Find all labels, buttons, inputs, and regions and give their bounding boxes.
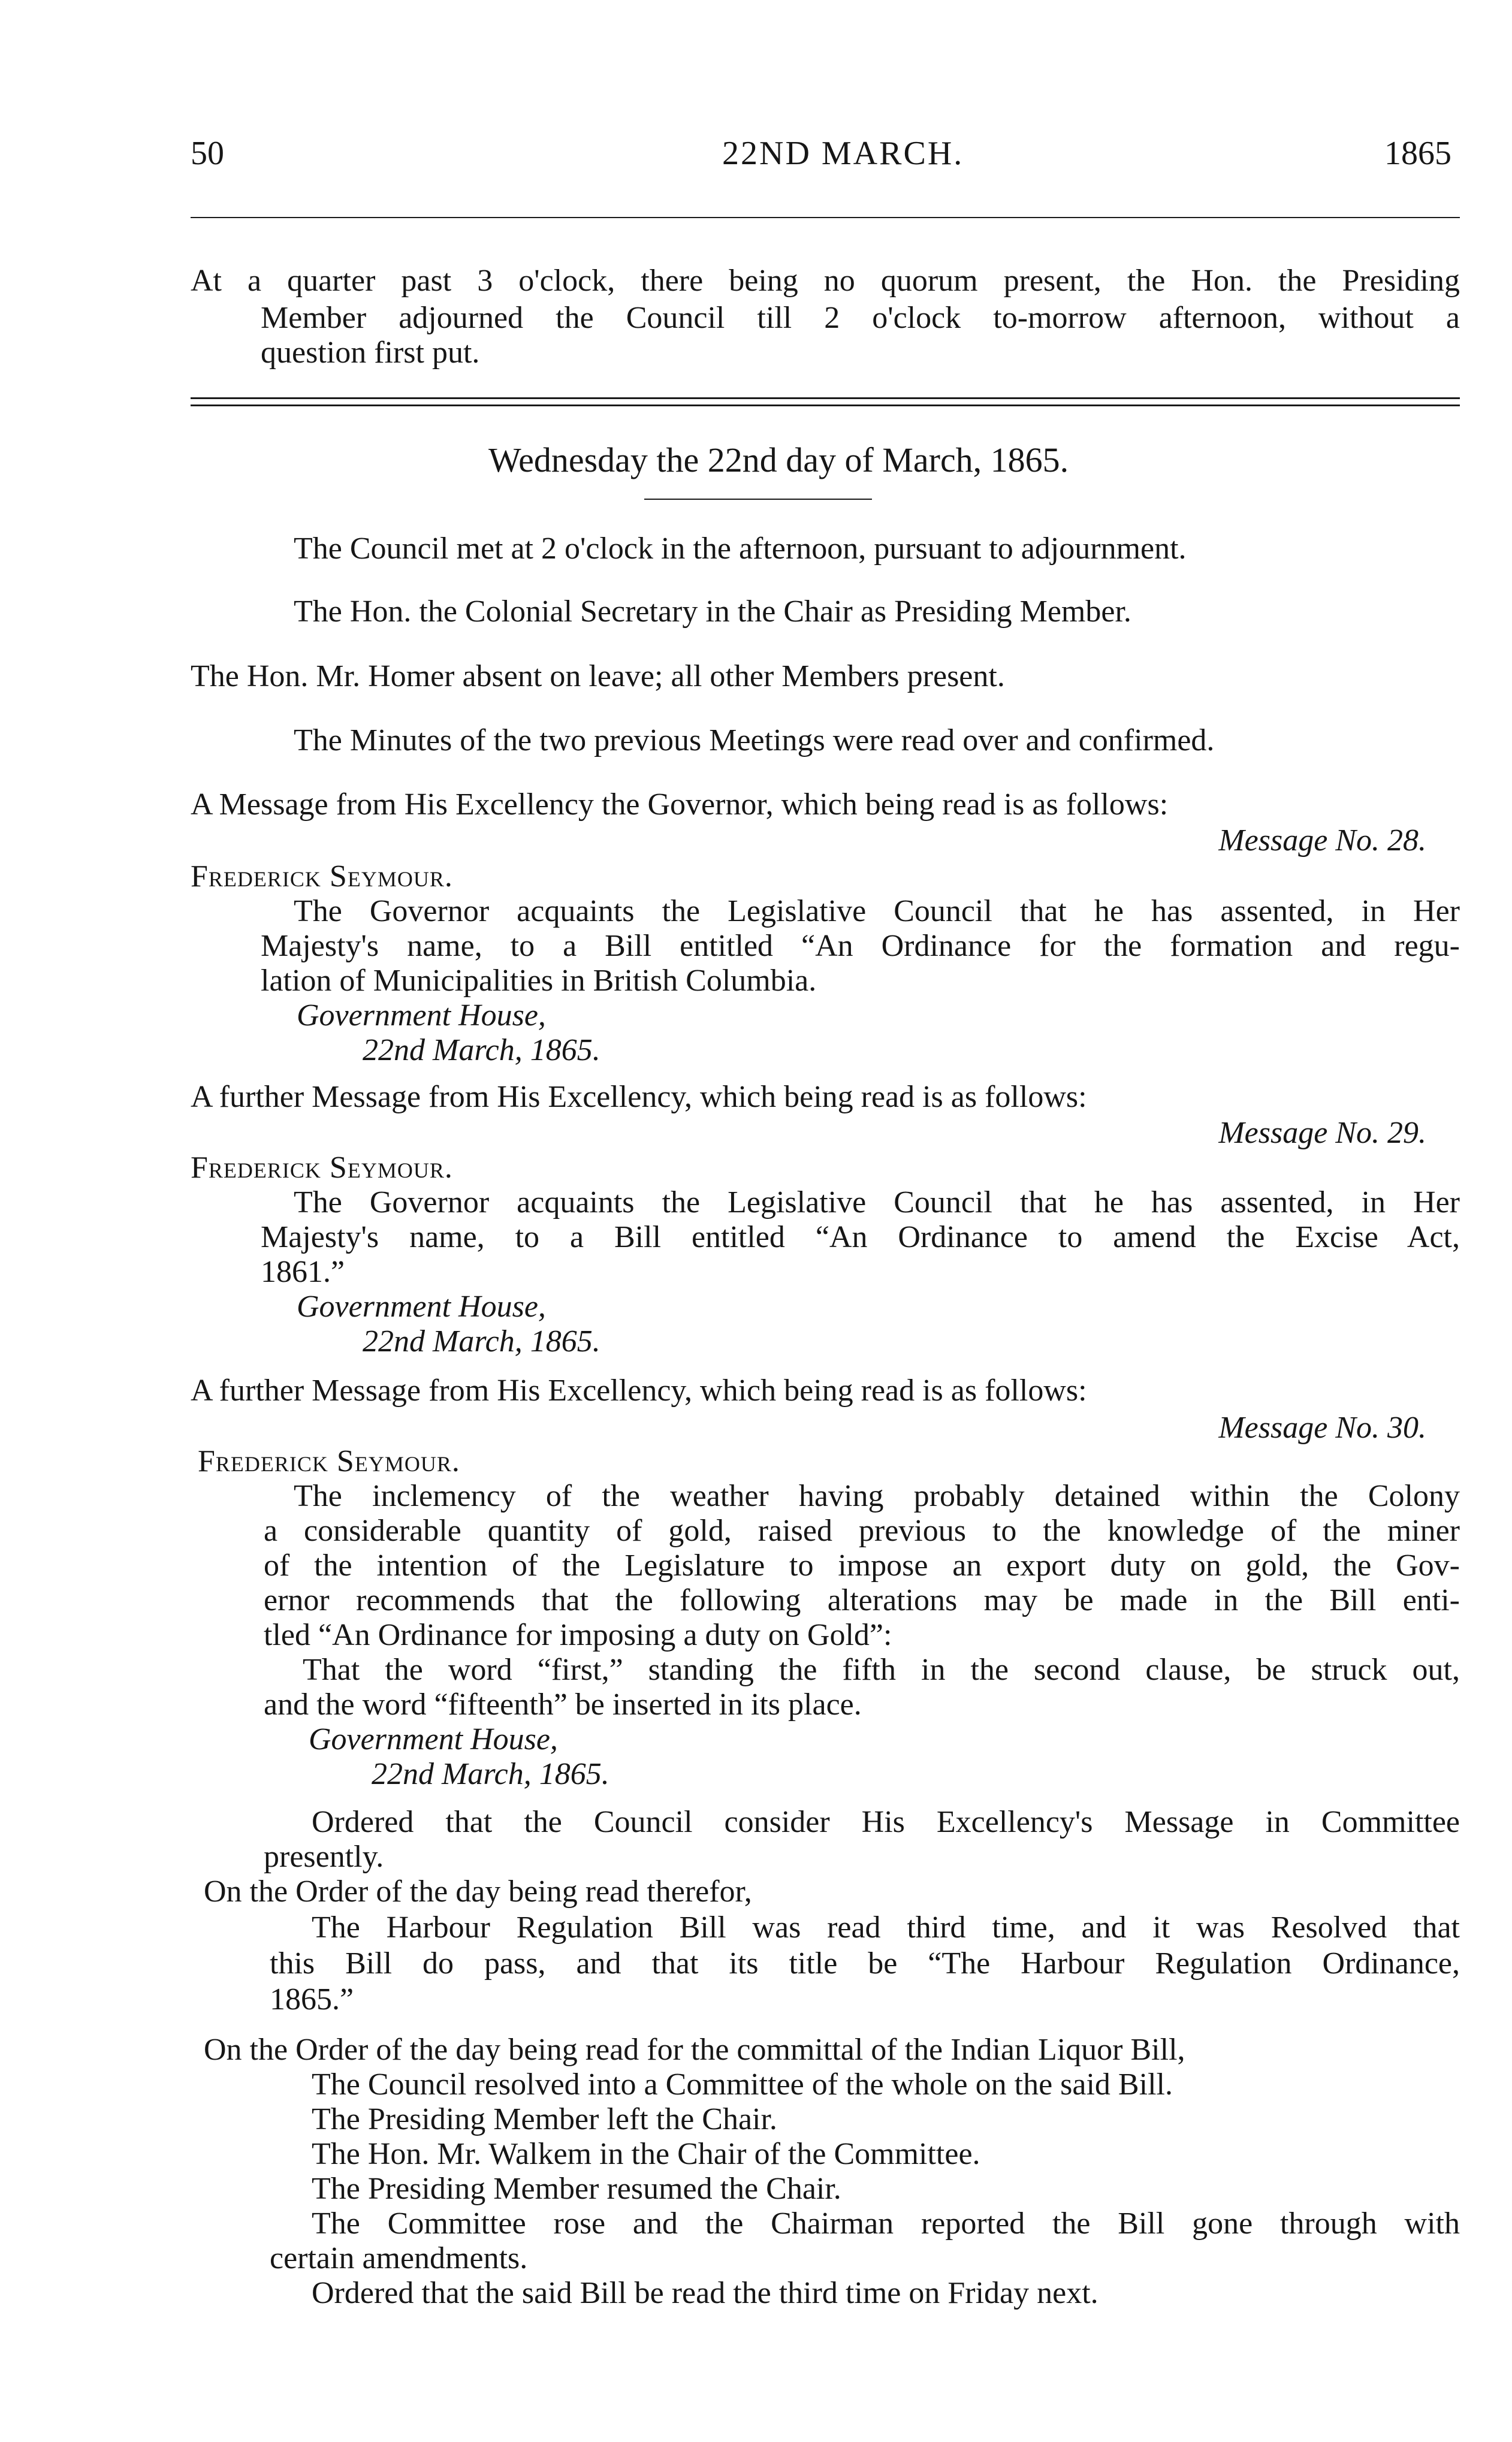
message-28-body-3: lation of Municipalities in British Columbia. [261, 964, 817, 998]
message-30-number: Message No. 30. [1218, 1411, 1426, 1445]
sitting-title: Wednesday the 22nd day of March, 1865. [488, 440, 1069, 479]
message-29-signature: Frederick Seymour. [191, 1151, 453, 1185]
message-30-signature: Frederick Seymour. [198, 1444, 460, 1478]
title-rule [644, 499, 872, 500]
message-29-body-3: 1861.” [261, 1255, 345, 1289]
message-28-intro: A Message from His Excellency the Governor, which being read is as follows: [191, 787, 1169, 822]
message-30-body-5: tled “An Ordinance for imposing a duty on Gold”: [264, 1618, 892, 1652]
intro-line-2: Member adjourned the Council till 2 o'clock to-morrow afternoon, without a [261, 301, 1460, 335]
committee-resolved: The Council resolved into a Committee of the whole on the said Bill. [312, 2067, 1173, 2102]
member-left-chair: The Presiding Member left the Chair. [312, 2102, 777, 2136]
ordered-committee-end: presently. [264, 1840, 384, 1874]
message-28-signature: Frederick Seymour. [191, 859, 453, 894]
message-29-body-1: The Governor acquaints the Legislative Council that he has assented, in Her [294, 1185, 1460, 1220]
header-rule [191, 217, 1460, 218]
minutes-confirmed: The Minutes of the two previous Meetings were read over and confirmed. [294, 723, 1215, 757]
header-year: 1865 [1384, 135, 1451, 172]
message-28-date: 22nd March, 1865. [363, 1033, 600, 1067]
council-met: The Council met at 2 o'clock in the afternoon, pursuant to adjournment. [294, 532, 1187, 566]
committee-rose-2: certain amendments. [270, 2241, 528, 2275]
attendance: The Hon. Mr. Homer absent on leave; all other Members present. [191, 659, 1005, 693]
committee-rose-1: The Committee rose and the Chairman reported the Bill gone through with [312, 2206, 1460, 2241]
walkem-chair: The Hon. Mr. Walkem in the Chair of the Committee. [312, 2137, 980, 2171]
message-28-body-2: Majesty's name, to a Bill entitled “An Ordinance for the formation and regu- [261, 929, 1460, 963]
message-29-number: Message No. 29. [1218, 1116, 1426, 1150]
intro-line-1: At a quarter past 3 o'clock, there being no quorum present, the Hon. the Presiding [191, 264, 1460, 298]
message-28-body-1: The Governor acquaints the Legislative Council that he has assented, in Her [294, 894, 1460, 928]
message-29-place: Government House, [297, 1290, 546, 1324]
message-30-body-2: a considerable quantity of gold, raised previous to the knowledge of the miner [264, 1514, 1460, 1548]
message-30-date: 22nd March, 1865. [372, 1757, 609, 1791]
header-date: 22ND MARCH. [722, 135, 964, 172]
intro-line-3: question first put. [261, 336, 480, 370]
message-30-body-4: ernor recommends that the following alterations may be made in the Bill enti- [264, 1583, 1460, 1617]
order-of-day: On the Order of the day being read therefor, [204, 1874, 752, 1909]
harbour-bill-1: The Harbour Regulation Bill was read third time, and it was Resolved that [312, 1910, 1460, 1945]
ordered-third-reading: Ordered that the said Bill be read the third time on Friday next. [312, 2276, 1098, 2310]
message-28-place: Government House, [297, 998, 546, 1033]
harbour-bill-3: 1865.” [270, 1982, 354, 2017]
message-30-place: Government House, [309, 1722, 558, 1756]
harbour-bill-2: this Bill do pass, and that its title be “The Harbour Regulation Ordinance, [270, 1946, 1460, 1981]
section-rule-top [191, 397, 1460, 399]
liquor-bill-order: On the Order of the day being read for the committal of the Indian Liquor Bill, [204, 2033, 1185, 2067]
message-30-body-3: of the intention of the Legislature to impose an export duty on gold, the Gov- [264, 1548, 1460, 1583]
message-30-body-7: and the word “fifteenth” be inserted in its place. [264, 1688, 862, 1722]
section-rule-bottom [191, 405, 1460, 406]
message-29-intro: A further Message from His Excellency, which being read is as follows: [191, 1080, 1087, 1114]
message-28-number: Message No. 28. [1218, 823, 1426, 858]
chair-statement: The Hon. the Colonial Secretary in the Chair as Presiding Member. [294, 594, 1131, 629]
message-30-body-1: The inclemency of the weather having probably detained within the Colony [294, 1479, 1460, 1513]
member-resumed-chair: The Presiding Member resumed the Chair. [312, 2172, 841, 2206]
ordered-committee: Ordered that the Council consider His Excellency's Message in Committee [312, 1805, 1460, 1839]
message-30-intro: A further Message from His Excellency, which being read is as follows: [191, 1374, 1087, 1408]
page-number: 50 [191, 135, 224, 172]
message-30-body-6: That the word “first,” standing the fifth in the second clause, be struck out, [303, 1653, 1460, 1687]
message-29-date: 22nd March, 1865. [363, 1324, 600, 1359]
message-29-body-2: Majesty's name, to a Bill entitled “An Ordinance to amend the Excise Act, [261, 1220, 1460, 1254]
